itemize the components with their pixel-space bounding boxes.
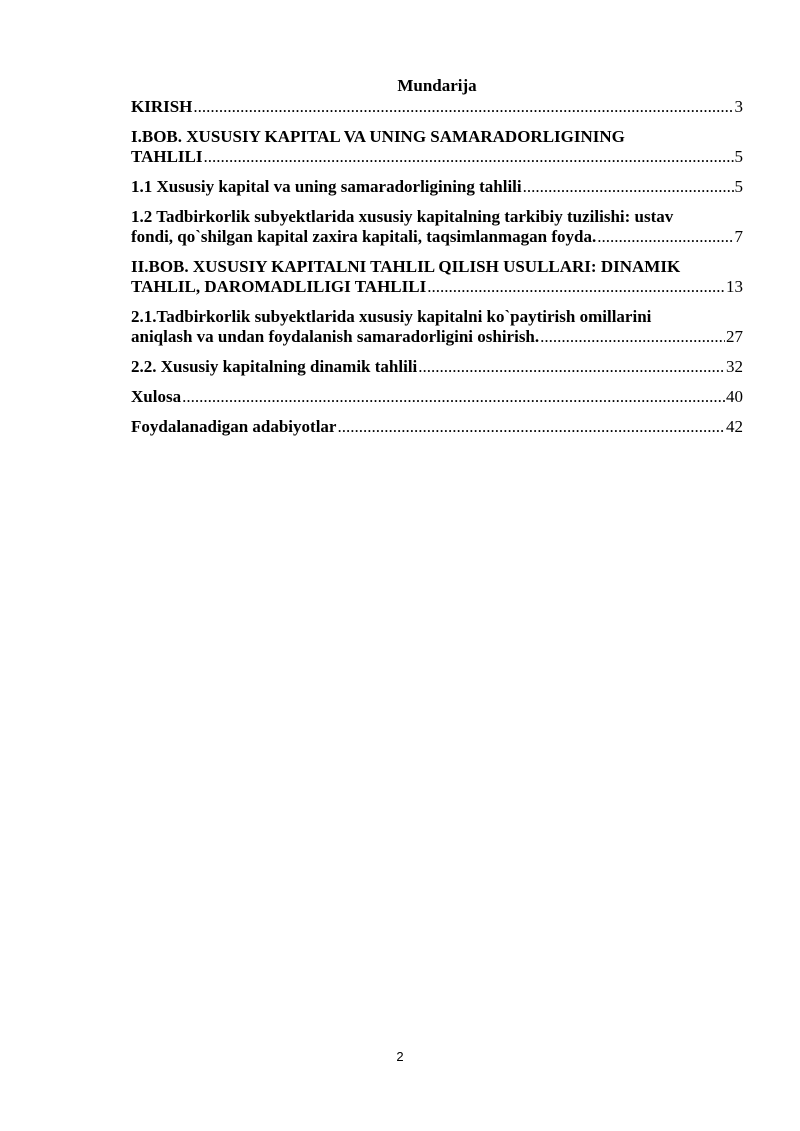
toc-entry-title-line: 2.1.Tadbirkorlik subyektlarida xususiy kapitalni ko`paytirish omillarini (131, 307, 652, 326)
toc-entry-chapter-2[interactable] (131, 257, 743, 297)
dot-leader (418, 357, 725, 377)
toc-entry-section-2-1[interactable] (131, 307, 743, 347)
toc-entry-page: 13 (726, 277, 743, 296)
table-of-contents (131, 76, 743, 437)
dot-leader (540, 327, 725, 347)
toc-entry-section-2-2[interactable] (131, 357, 743, 377)
toc-entry-title: KIRISH (131, 97, 193, 116)
dot-leader (193, 97, 733, 117)
toc-entry-title-line: 1.2 Tadbirkorlik subyektlarida xususiy kapitalning tarkibiy tuzilishi: ustav (131, 207, 674, 226)
toc-entry-page: 3 (734, 97, 743, 116)
dot-leader (182, 387, 725, 407)
toc-entry-title: fondi, qo`shilgan kapital zaxira kapitali, taqsimlanmagan foyda. (131, 227, 597, 246)
toc-entry-page: 27 (726, 327, 743, 346)
toc-entry-chapter-1[interactable] (131, 127, 743, 167)
toc-entry-title: 2.2. Xususiy kapitalning dinamik tahlili (131, 357, 418, 376)
toc-entry-title: TAHLIL, DAROMADLILIGI TAHLILI (131, 277, 427, 296)
page-number: 2 (396, 1049, 404, 1064)
toc-entry-references[interactable] (131, 417, 743, 437)
toc-entry-kirish[interactable] (131, 97, 743, 117)
dot-leader (204, 147, 734, 167)
toc-title: Mundarija (397, 76, 477, 95)
toc-entry-title: TAHLILI (131, 147, 203, 166)
toc-entry-page: 42 (726, 417, 743, 436)
toc-entry-title: 1.1 Xususiy kapital va uning samaradorligining tahlili (131, 177, 522, 196)
toc-entry-page: 40 (726, 387, 743, 406)
toc-entry-title: Xulosa (131, 387, 182, 406)
toc-entry-title-line: I.BOB. XUSUSIY KAPITAL VA UNING SAMARADORLIGINING (131, 127, 625, 146)
toc-entry-title: Foydalanadigan adabiyotlar (131, 417, 337, 436)
toc-entry-section-1-2[interactable] (131, 207, 743, 247)
toc-entry-conclusion[interactable] (131, 387, 743, 407)
dot-leader (523, 177, 734, 197)
dot-leader (427, 277, 725, 297)
toc-entry-title: aniqlash va undan foydalanish samaradorligini oshirish. (131, 327, 540, 346)
toc-entry-page: 7 (734, 227, 743, 246)
toc-entry-page: 5 (734, 147, 743, 166)
dot-leader (597, 227, 733, 247)
toc-entry-title-line: II.BOB. XUSUSIY KAPITALNI TAHLIL QILISH USULLARI: DINAMIK (131, 257, 681, 276)
toc-entry-page: 32 (726, 357, 743, 376)
toc-entry-page: 5 (734, 177, 743, 196)
dot-leader (337, 417, 725, 437)
toc-entry-section-1-1[interactable] (131, 177, 743, 197)
